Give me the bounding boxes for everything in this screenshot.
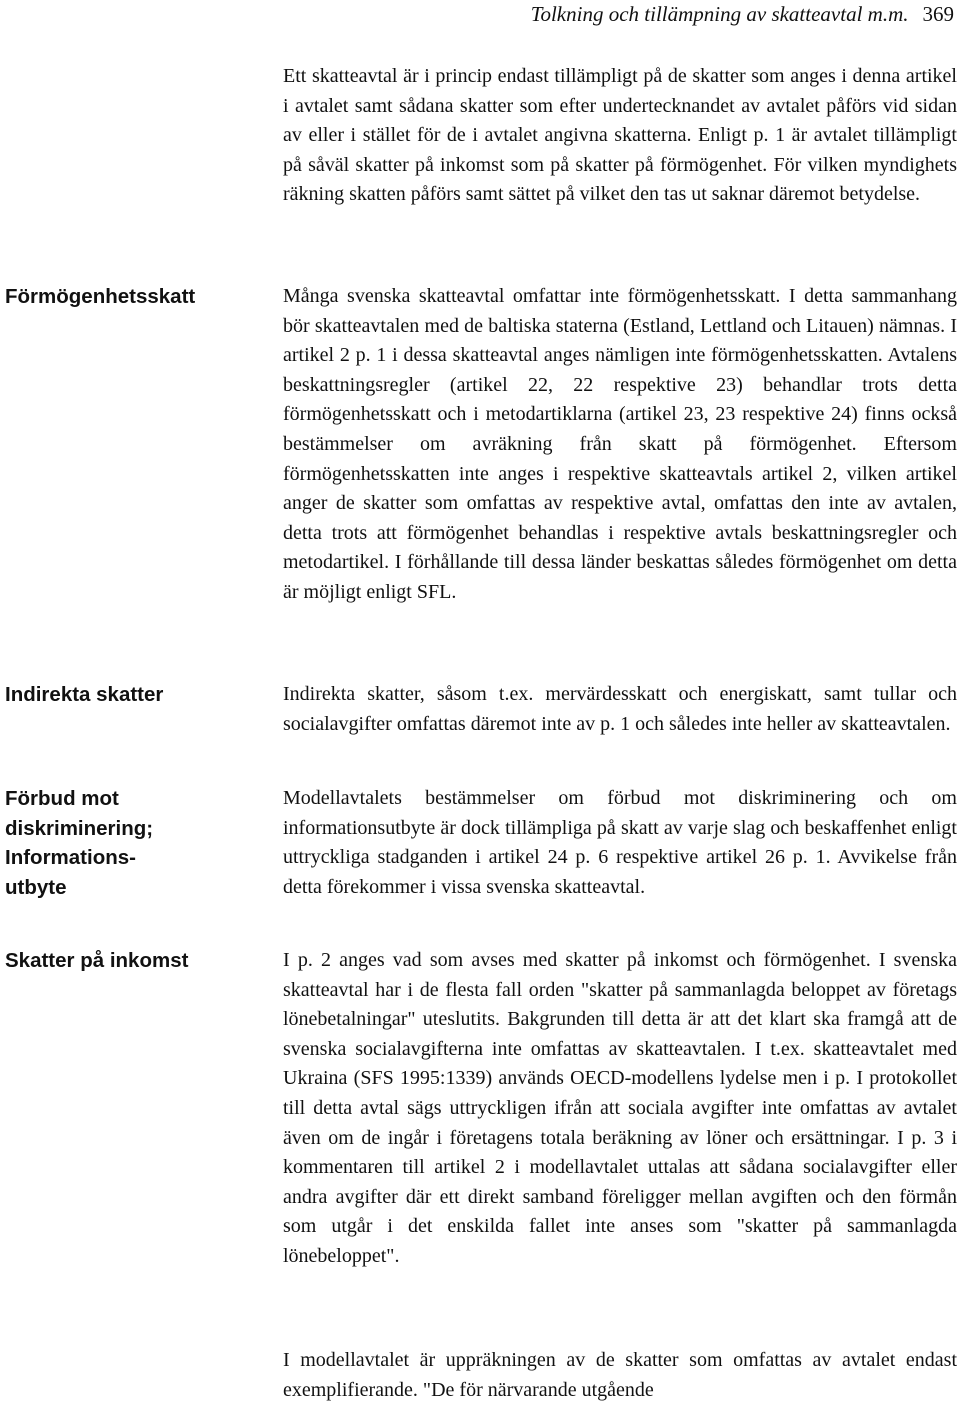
side-heading-forbud-diskriminering [5, 784, 245, 902]
side-heading-line: Informations- [5, 846, 136, 870]
paragraph-formogenhetsskatt: Många svenska skatteavtal omfattar inte förmögenhetsskatt. I detta sammanhang bör skatteavtalen med de baltiska staterna (Estland, Lettland och Litauen) nämnas. I artikel 2 p. 1 i dessa skatteavtal anges nämligen inte förmögenhetsskatten. Avtalens beskattningsregler (artikel 22, 22 respektive 23) behandlar trots detta förmögenhetsskatt och i metodartiklarna (artikel 23, 23 respektive 24) finns också bestämmelser om avräkning från skatt på förmögenhet. Eftersom förmögenhetsskatten inte anges i respektive skatteavtals artikel 2, vilken artikel anger de skatter som omfattas av respektive avtal, omfattas den inte av avtalen, detta trots att förmögenhet behandlas i respektive avtals beskattningsregler och metodartikel. I förhållande till dessa länder beskattas således förmögenhet om detta är möjligt enligt SFL. [283, 285, 957, 603]
side-heading-line: diskriminering; [5, 816, 154, 840]
side-heading-skatter-pa-inkomst: Skatter på inkomst [5, 949, 189, 972]
page-number: 369 [922, 2, 954, 26]
paragraph-forbud-diskriminering: Modellavtalets bestämmelser om förbud mot diskriminering och om informationsutbyte är dock tillämpliga på skatt av varje slag och beskaffenhet enligt uttryckliga stadganden i artikel 24 p. 6 respektive artikel 26 p. 1. Avvikelse från detta förekommer i vissa svenska skatteavtal. [283, 787, 957, 898]
side-heading-line: utbyte [5, 875, 67, 899]
side-heading-line: Förbud mot [5, 787, 119, 810]
paragraph-indirekta-skatter: Indirekta skatter, såsom t.ex. mervärdesskatt och energiskatt, samt tullar och socialavgifter omfattas däremot inte av p. 1 och således inte heller av skatteavtalen. [283, 683, 957, 735]
page-header [440, 0, 954, 28]
running-title: Tolkning och tillämpning av skatteavtal m.m. [530, 2, 909, 26]
paragraph-skatter-pa-inkomst: I p. 2 anges vad som avses med skatter på inkomst och förmögenhet. I svenska skatteavtal har i de flesta fall orden "skatter på sammanlagda beloppet av företags lönebetalningar" uteslutits. Bakgrunden till detta är att det klart ska framgå att de svenska socialavgifterna inte omfattas av skatteavtalen. I t.ex. skatteavtalet med Ukraina (SFS 1995:1339) används OECD-modellens lydelse men i p. I protokollet till detta avtal sägs uttryckligen ifrån att sociala avgifter inte omfattas av avtalet även om de ingår i företagens totala beräkning av löner och ersättningar. I p. 3 i kommentaren till artikel 2 i modellavtalet uttalas att sådana socialavgifter eller andra avgifter där ett direkt samband föreligger mellan avgiften och den förmån som utgår i det enskilda fallet inte anses som "skatter på sammanlagda lönebeloppet". [283, 949, 957, 1267]
paragraph-modellavtalet: I modellavtalet är uppräkningen av de skatter som omfattas av avtalet endast exemplifierande. "De för närvarande utgående [283, 1349, 957, 1401]
side-heading-formogenhetsskatt: Förmögenhetsskatt [5, 285, 196, 308]
paragraph-scope: Ett skatteavtal är i princip endast tillämpligt på de skatter som anges i denna artikel i avtalet samt sådana skatter som efter undertecknandet av avtalet påförs vid sidan av eller i stället för de i avtalet angivna skatterna. Enligt p. 1 är avtalet tillämpligt på såväl skatter på inkomst som på skatter på förmögenhet. För vilken myndighets räkning skatten påförs samt sättet på vilket den tas ut saknar däremot betydelse. [283, 65, 957, 206]
side-heading-indirekta-skatter: Indirekta skatter [5, 683, 164, 706]
